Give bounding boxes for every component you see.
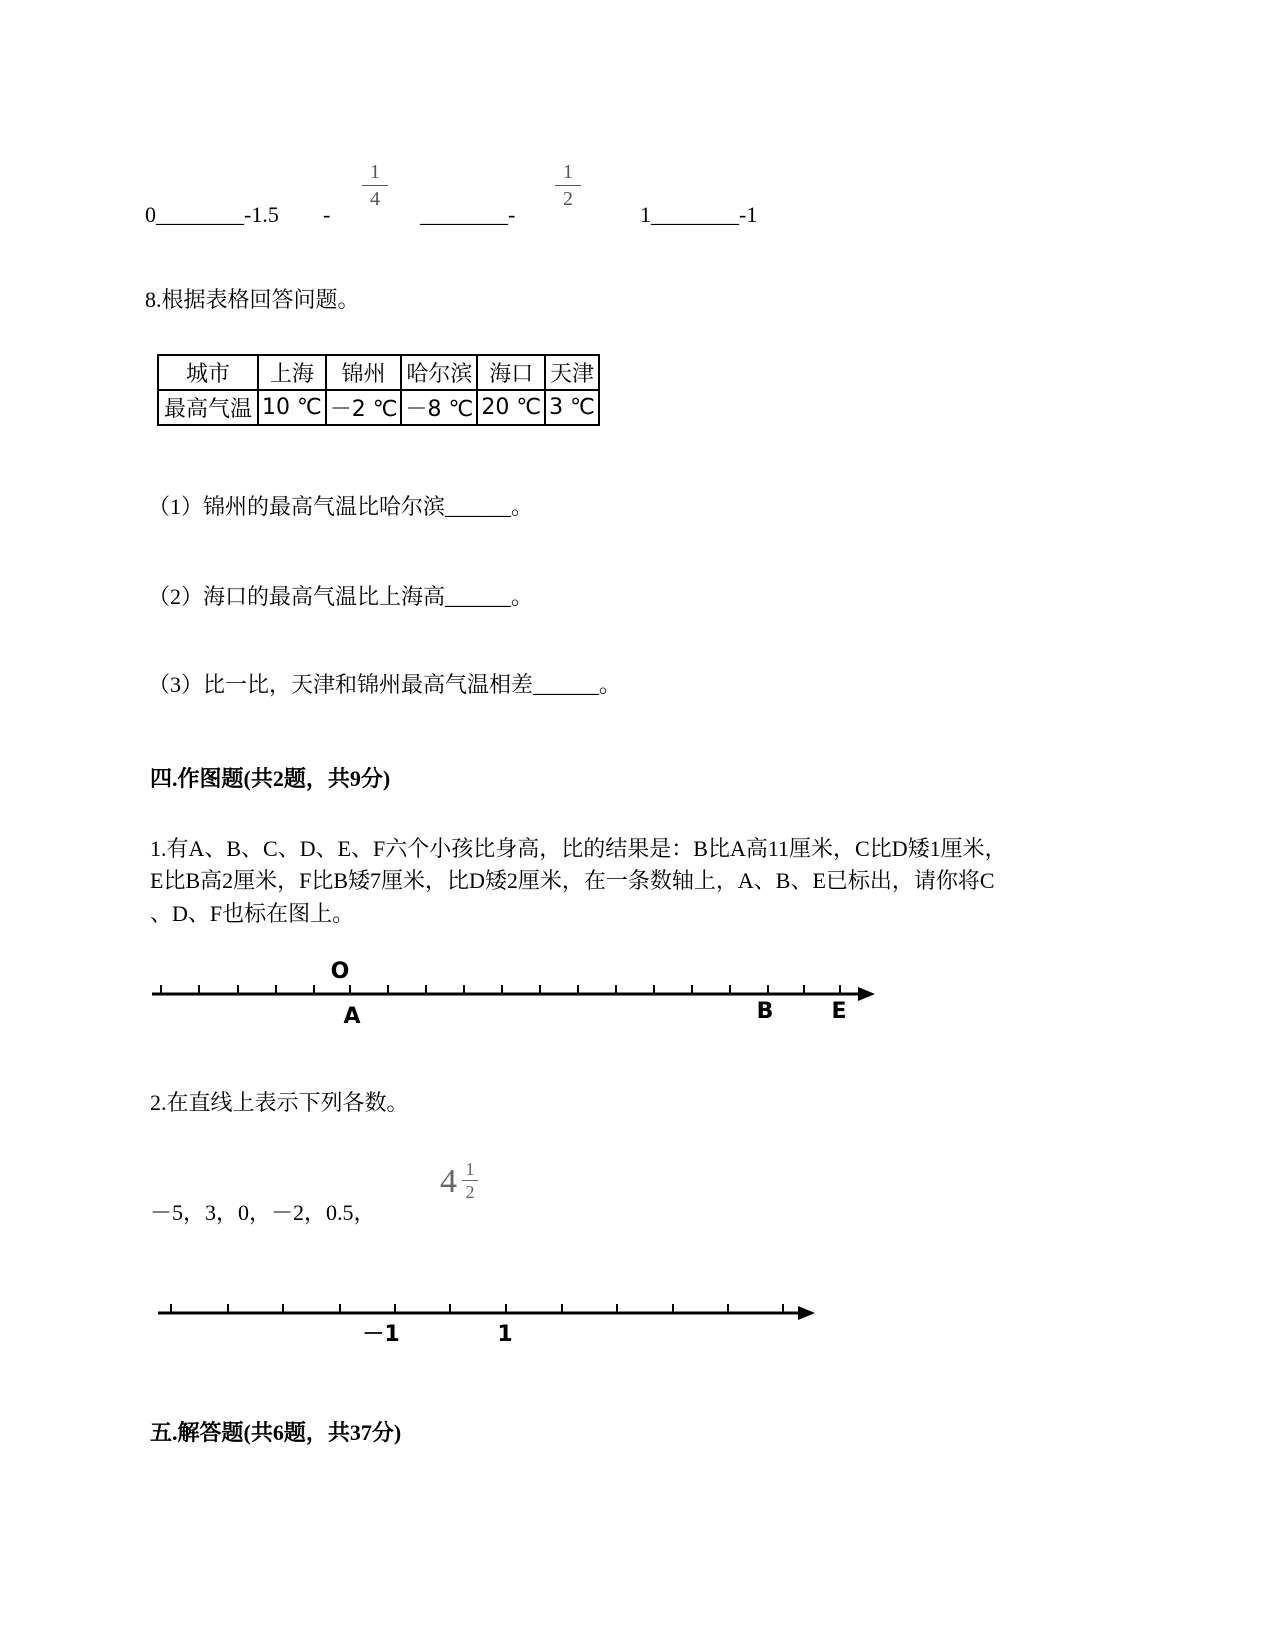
question-8-sub-1: （1）锦州的最高气温比哈尔滨______。 xyxy=(148,494,534,519)
number-line-2 xyxy=(158,1304,815,1320)
axis-1-label-origin: O xyxy=(330,959,350,984)
section-5-heading: 五.解答题(共6题，共37分) xyxy=(150,1420,402,1445)
fraction-denominator: 2 xyxy=(465,1182,475,1202)
table-cell-temp: 20 ℃ xyxy=(477,390,545,425)
table-cell-city: 上海 xyxy=(258,355,326,390)
axis-2-label-neg-one: －1 xyxy=(362,1322,400,1347)
fraction-numerator: 1 xyxy=(465,1159,475,1179)
table-cell-city: 锦州 xyxy=(326,355,402,390)
question-8-title: 8.根据表格回答问题。 xyxy=(145,287,360,312)
mixed-number-whole: 4 xyxy=(440,1163,457,1200)
arrow-head-icon xyxy=(858,987,875,1001)
axis-1-label-b: B xyxy=(756,999,774,1024)
table-cell-temp: 10 ℃ xyxy=(258,390,326,425)
section-4-q1-line-2: E比B高2厘米，F比B矮7厘米，比D矮2厘米，在一条数轴上，A、B、E已标出，请你将C xyxy=(150,868,995,893)
compare-item-2-blank: ________- xyxy=(420,202,516,227)
axis-1-label-a: A xyxy=(343,1004,361,1029)
compare-item-3: 1________-1 xyxy=(640,202,758,227)
question-8-sub-3: （3）比一比，天津和锦州最高气温相差______。 xyxy=(148,672,622,697)
section-4-q1-line-1: 1.有A、B、C、D、E、F六个小孩比身高，比的结果是：B比A高11厘米，C比D矮1厘米， xyxy=(150,836,1007,861)
compare-item-1: 0________-1.5 xyxy=(145,202,279,227)
table-cell-city: 哈尔滨 xyxy=(401,355,477,390)
table-cell-temp: 3 ℃ xyxy=(545,390,599,425)
fraction-denominator: 2 xyxy=(563,188,573,210)
section-4-heading: 四.作图题(共2题，共9分) xyxy=(150,766,391,791)
section-4-q1-line-3: 、D、F也标在图上。 xyxy=(150,901,355,926)
axis-1-label-e: E xyxy=(831,999,847,1024)
mixed-number-fraction xyxy=(462,1160,478,1201)
section-4-q2-title: 2.在直线上表示下列各数。 xyxy=(150,1090,409,1115)
fraction-numerator: 1 xyxy=(563,161,573,183)
fraction-bar xyxy=(462,1180,478,1181)
table-header-cell: 最高气温 xyxy=(158,390,258,425)
axis-2-label-one: 1 xyxy=(497,1322,513,1347)
table-header-cell: 城市 xyxy=(158,355,258,390)
fraction-denominator: 4 xyxy=(370,188,380,210)
mixed-number-four-and-half xyxy=(440,1159,475,1202)
table-cell-temp: －2 ℃ xyxy=(326,390,402,425)
question-8-sub-2: （2）海口的最高气温比上海高______。 xyxy=(148,584,534,609)
table-cell-city: 海口 xyxy=(477,355,545,390)
section-4-q2-numbers: －5，3，0，－2，0.5， xyxy=(150,1200,376,1225)
arrow-head-icon xyxy=(798,1306,815,1320)
table-cell-city: 天津 xyxy=(545,355,599,390)
table-cell-temp: －8 ℃ xyxy=(401,390,477,425)
fraction-numerator: 1 xyxy=(370,161,380,183)
compare-item-2-minus: - xyxy=(323,202,331,227)
